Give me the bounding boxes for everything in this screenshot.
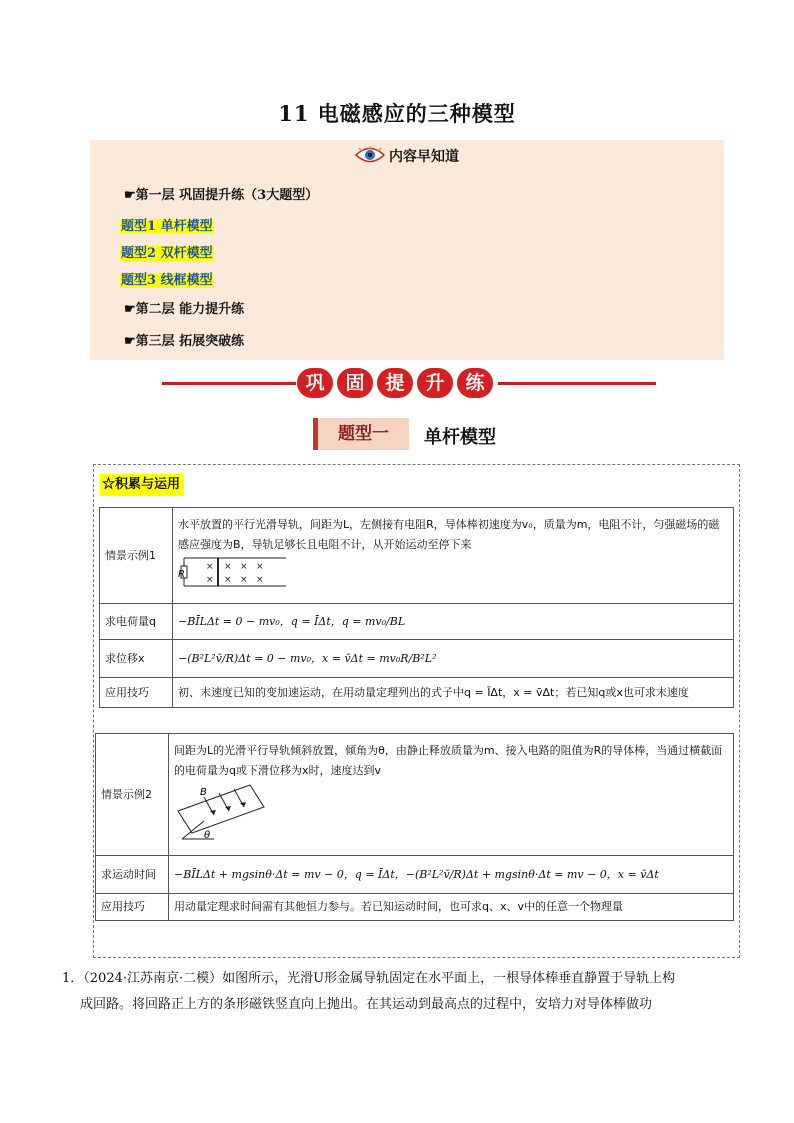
toc-type-2[interactable]: 题型2 双杆模型	[121, 246, 213, 261]
banner-line-right	[498, 382, 656, 385]
banner-line-left	[162, 382, 296, 385]
toc-heading: 内容早知道	[90, 146, 724, 168]
table1-row3-label: 求位移x	[100, 640, 173, 678]
scenario-table-1	[99, 507, 734, 708]
svg-text:×: ×	[224, 574, 232, 585]
table1-row1-label: 情景示例1	[100, 508, 173, 604]
table2-row3-label: 应用技巧	[96, 894, 169, 921]
table1-row3-formula: −(B²L²v̄/R)Δt = 0 − mv₀，x = v̄Δt = mv₀R/B²L²	[173, 640, 734, 678]
table1-row4-text: 初、末速度已知的变加速运动，在用动量定理列出的式子中q = ĪΔt，x = v̄Δt；若已知q或x也可求末速度	[173, 678, 734, 708]
svg-text:×: ×	[256, 574, 264, 585]
svg-text:×: ×	[206, 574, 214, 585]
incline-figure	[174, 781, 266, 841]
table2-row1-text: 间距为L的光滑平行导轨倾斜放置，倾角为θ，由静止释放质量为m、接入电路的阻值为R的导体棒，当通过横截面的电荷量为q或下滑位移为x时，速度达到v	[174, 744, 723, 778]
toc-layer3[interactable]: ☛第三层 拓展突破练	[124, 334, 245, 349]
rail-figure	[178, 555, 288, 589]
table1-row1-text: 水平放置的平行光滑导轨，间距为L，左侧接有电阻R，导体棒初速度为v₀，质量为m，电阻不计，匀强磁场的磁感应强度为B，导轨足够长且电阻不计，从开始运动至停下来	[178, 518, 720, 552]
page-title: 11 电磁感应的三种模型	[278, 101, 516, 126]
svg-text:×: ×	[240, 574, 248, 585]
toc-layer2[interactable]: ☛第二层 能力提升练	[124, 302, 245, 317]
svg-text:×: ×	[240, 561, 248, 572]
scenario-table-2	[95, 733, 734, 921]
toc-layer1[interactable]: ☛第一层 巩固提升练（3大题型）	[124, 188, 319, 203]
section-label: 单杆模型	[424, 427, 496, 448]
question-line-1: 1．（2024·江苏南京·二模）如图所示，光滑U形金属导轨固定在水平面上，一根导体棒垂直静置于导轨上构	[62, 971, 676, 986]
toc-box	[90, 140, 724, 360]
svg-text:B: B	[200, 786, 207, 798]
section-banner: 巩 固 提 升 练	[297, 368, 493, 398]
svg-text:×: ×	[224, 561, 232, 572]
toc-type-1[interactable]: 题型1 单杆模型	[121, 219, 213, 234]
table1-row2-formula: −BĪLΔt = 0 − mv₀，q = ĪΔt，q = mv₀/BL	[173, 604, 734, 640]
section-tag: 题型一	[313, 418, 409, 450]
toc-type-3[interactable]: 题型3 线框模型	[121, 273, 213, 288]
table2-row2-formula: −BĪLΔt + mgsinθ·Δt = mv − 0，q = ĪΔt，−(B²L²v̄/R)Δt + mgsinθ·Δt = mv − 0，x = v̄Δt	[169, 856, 734, 894]
table2-row1-label: 情景示例2	[96, 734, 169, 856]
svg-text:R: R	[178, 568, 185, 580]
table1-row4-label: 应用技巧	[100, 678, 173, 708]
svg-text:×: ×	[206, 561, 214, 572]
accum-label: ☆积累与运用	[100, 474, 184, 496]
table2-row3-text: 用动量定理求时间需有其他恒力参与。若已知运动时间，也可求q、x、v中的任意一个物理量	[169, 894, 734, 921]
svg-text:×: ×	[256, 561, 264, 572]
eye-icon	[355, 146, 385, 168]
table1-row2-label: 求电荷量q	[100, 604, 173, 640]
question-line-2: 成回路。将回路正上方的条形磁铁竖直向上抛出。在其运动到最高点的过程中，安培力对导体棒做功	[80, 997, 653, 1012]
table2-row2-label: 求运动时间	[96, 856, 169, 894]
svg-text:θ: θ	[204, 829, 211, 841]
